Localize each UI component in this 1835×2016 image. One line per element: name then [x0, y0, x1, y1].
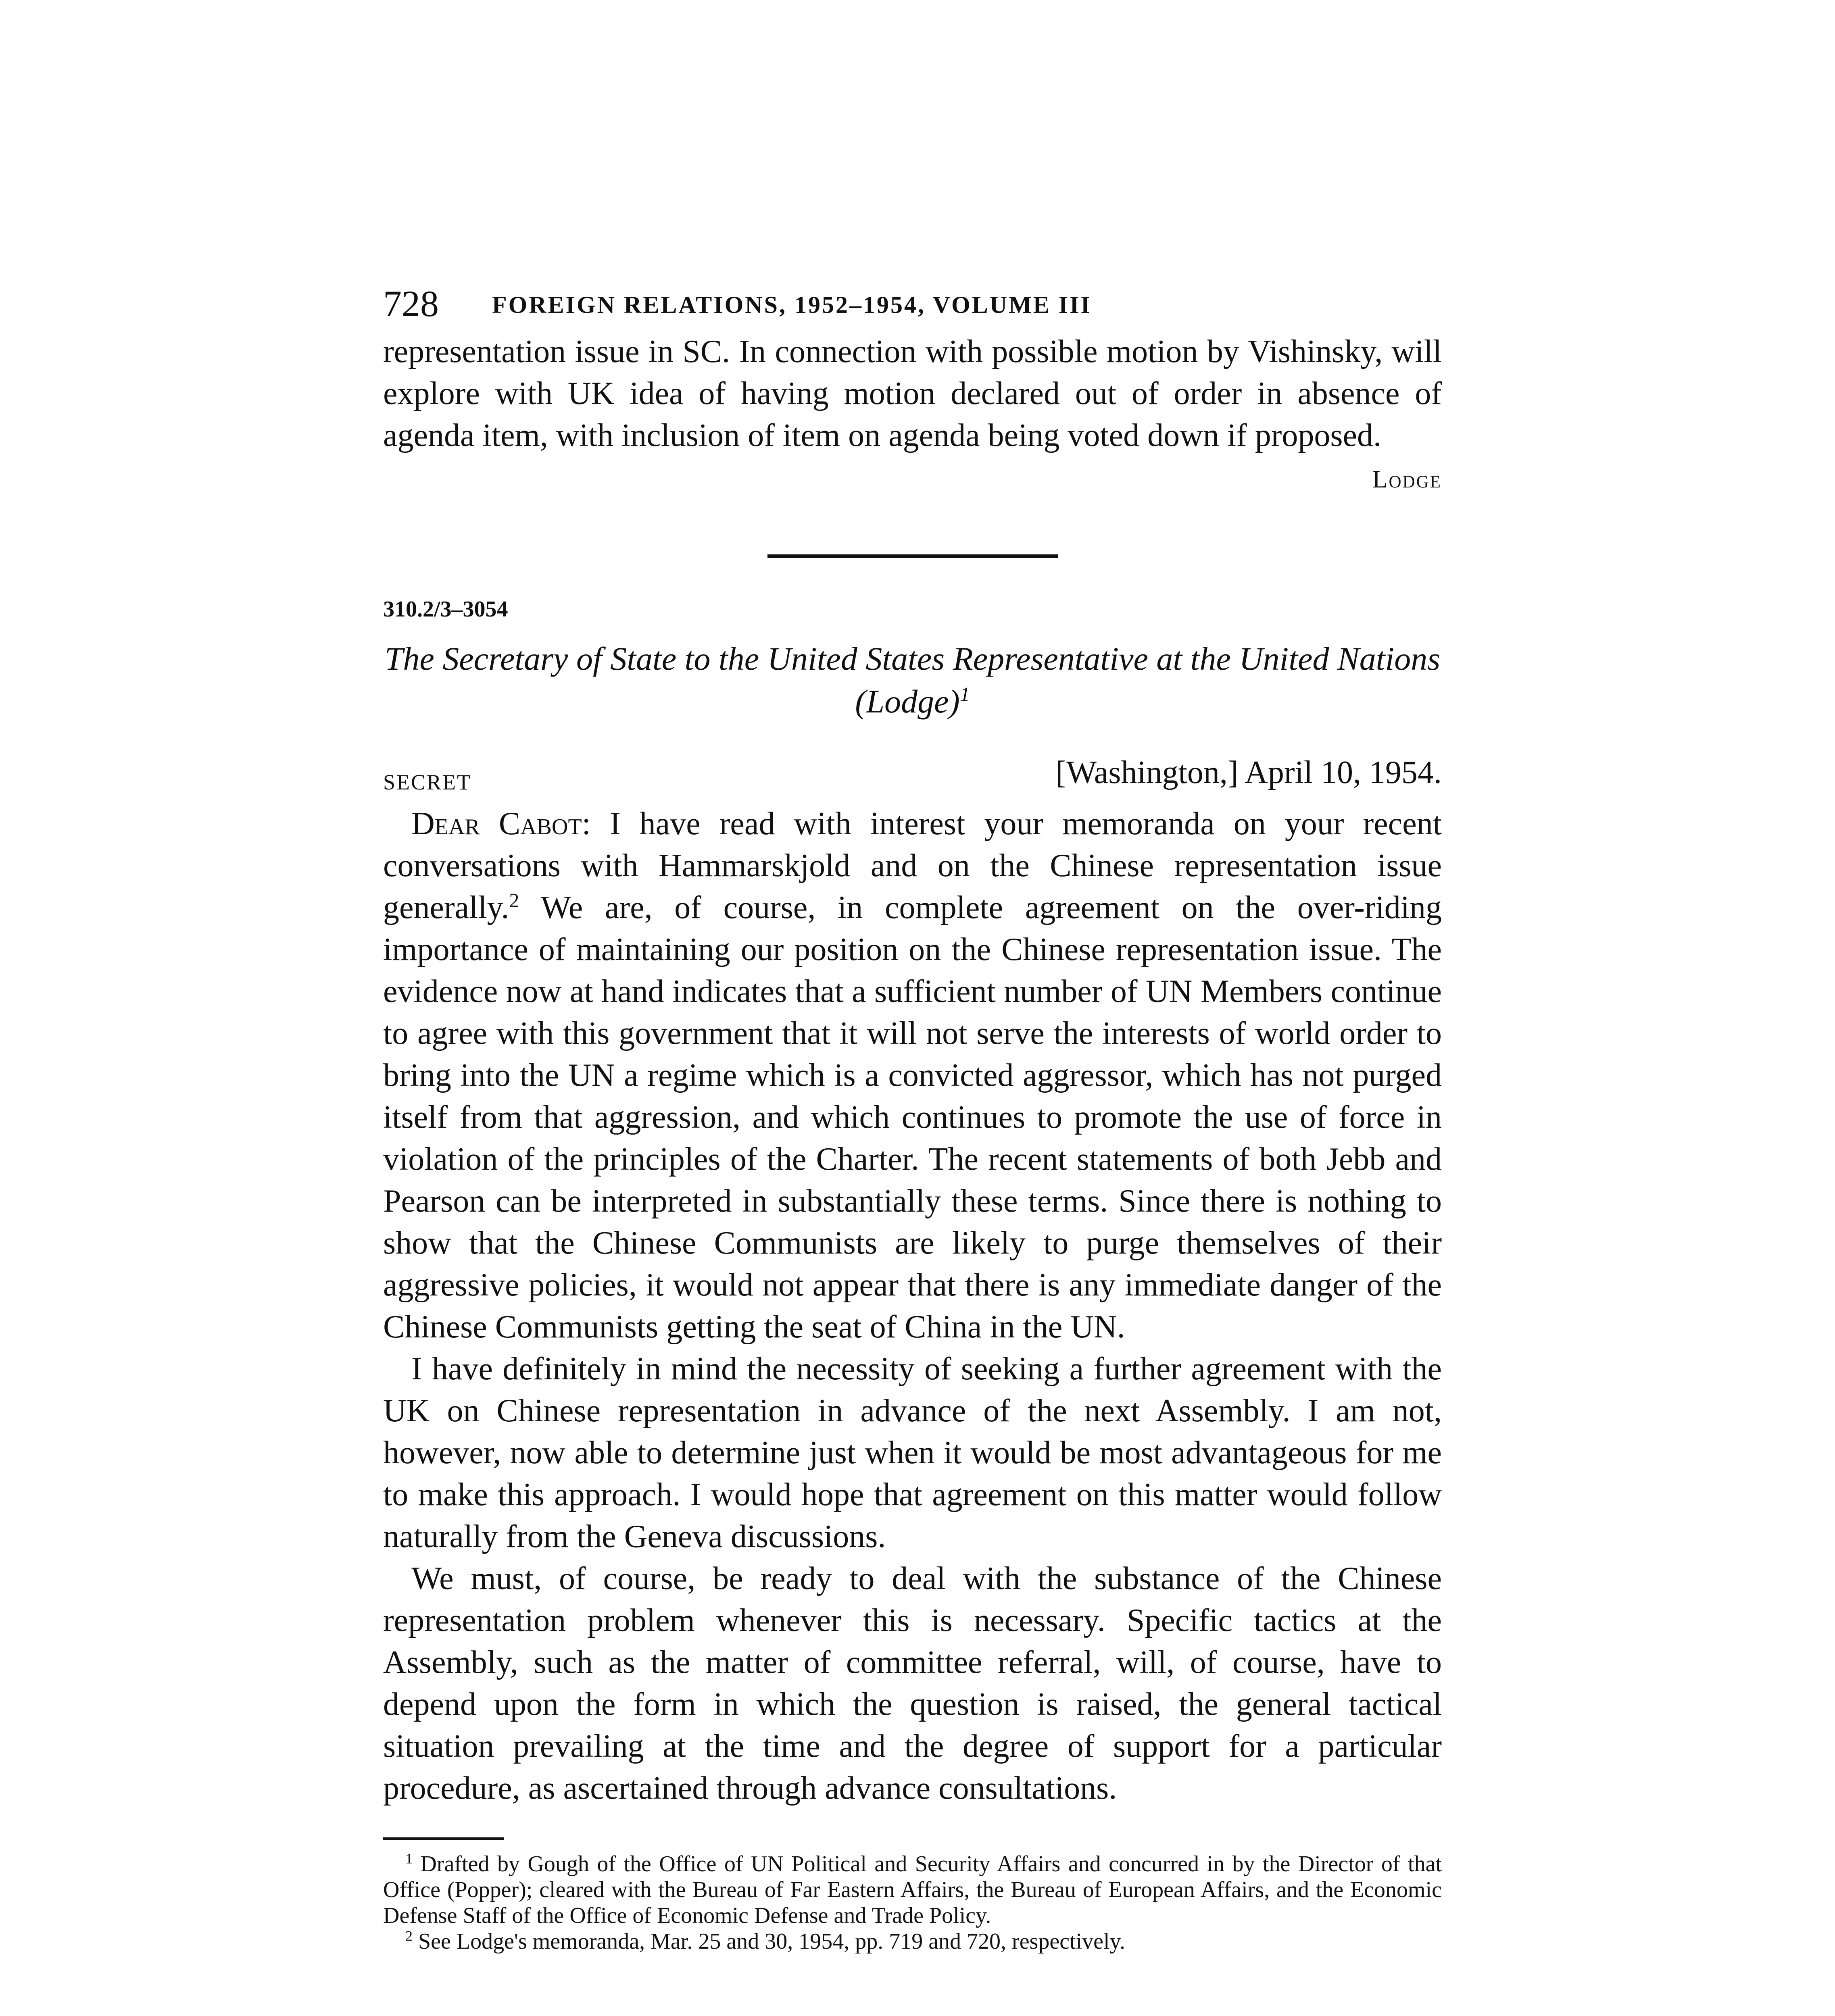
paragraph-1-start: : I have read with interest your memoranda on your recent conversations with Hammarskjold and on the Chinese representation issue generally. [383, 806, 1442, 925]
dateline [383, 754, 1442, 803]
running-head [383, 282, 1442, 331]
classification-label: SECRET [383, 770, 472, 794]
previous-document-closing-paragraph: representation issue in SC. In connection with possible motion by Vishinsky, will explore with UK idea of having motion declared out of order in absence of agenda item, with inclusion of item on agenda being voted down if proposed. [383, 334, 1442, 453]
footnote-1-number: 1 [405, 1850, 413, 1867]
document-title [383, 637, 1442, 723]
footnote-2-number: 2 [405, 1928, 413, 1944]
paragraph-1-footnote-ref: 2 [509, 889, 519, 912]
footnote-2-text: See Lodge's memoranda, Mar. 25 and 30, 1954, pp. 719 and 720, respectively. [418, 1929, 1125, 1954]
page-number: 728 [383, 283, 439, 324]
salutation: Dear Cabot [411, 806, 582, 841]
letter-paragraph-3: We must, of course, be ready to deal with the substance of the Chinese representation problem whenever this is necessary. Specific tactics at the Assembly, such as the matter of committee referral, will, of course, have to depend upon the form in which the question is raised, the general tactical situation prevailing at the time and the degree of support for a particular procedure, as ascertained through advance consultations. [383, 1561, 1442, 1806]
title-footnote-ref: 1 [959, 683, 970, 706]
journal-title: FOREIGN RELATIONS, 1952–1954, VOLUME III [492, 292, 1092, 318]
footnote-2 [383, 1929, 1442, 1954]
footnote-1 [383, 1851, 1442, 1929]
paragraph-1-end: We are, of course, in complete agreement on the over-riding importance of maintaining our position on the Chinese representation issue. The evidence now at hand indicates that a sufficient number of UN Members continue to agree with this government that it will not serve the interests of world order to bring into the UN a regime which is a convicted aggressor, which has not purged itself from that aggression, and which continues to promote the use of force in violation of the principles of the Charter. The recent statements of both Jebb and Pearson can be interpreted in substantially these terms. Since there is nothing to show that the Chinese Communists are likely to purge themselves of their aggressive policies, it would not appear that there is any immediate danger of the Chinese Communists getting the seat of China in the UN. [383, 890, 1442, 1345]
document-date: [Washington,] April 10, 1954. [1055, 755, 1442, 790]
footnote-1-text: Drafted by Gough of the Office of UN Political and Security Affairs and concurred in by the Director of that Office (Popper); cleared with the Bureau of Far Eastern Affairs, the Bureau of European Affairs, and the Economic Defense Staff of the Office of Economic Defense and Trade Policy. [383, 1851, 1442, 1928]
footnotes [383, 1851, 1442, 1954]
file-number: 310.2/3–3054 [383, 597, 508, 622]
document-title-text: The Secretary of State to the United States Representative at the United Nations (Lodge) [384, 640, 1441, 720]
letter-paragraph-1 [383, 803, 1442, 1348]
footnote-rule [383, 1837, 504, 1840]
document-page [383, 282, 1442, 1954]
letter-paragraph-2: I have definitely in mind the necessity of seeking a further agreement with the UK on Chinese representation in advance of the next Assembly. I am not, however, now able to determine just when it would be most advantageous for me to make this approach. I would hope that agreement on this matter would follow naturally from the Geneva discussions. [383, 1351, 1442, 1554]
previous-document-signature: Lodge [1372, 466, 1442, 493]
section-divider [767, 554, 1058, 558]
